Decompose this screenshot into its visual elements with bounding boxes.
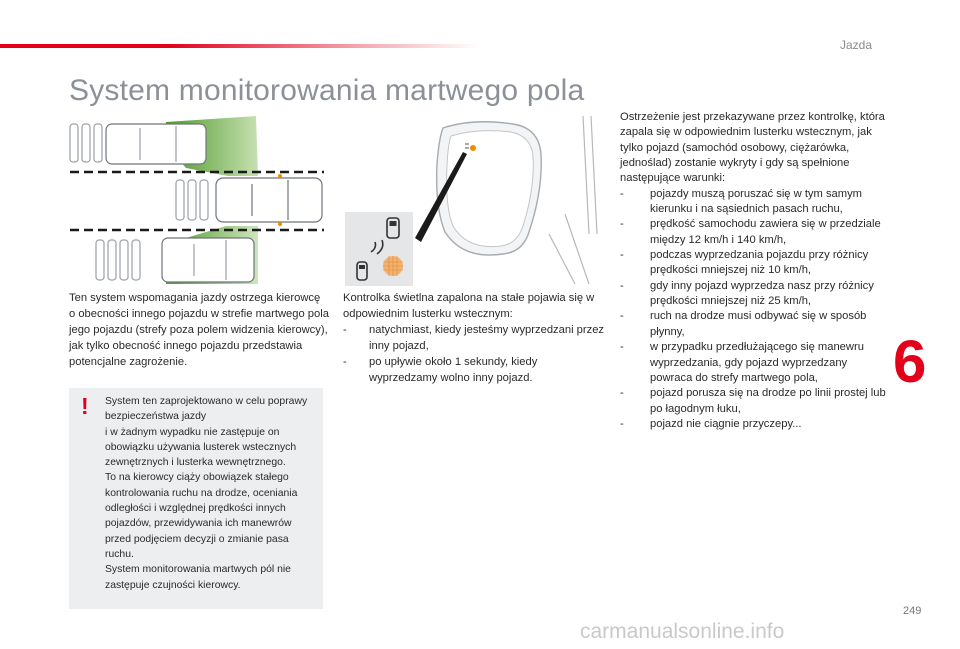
- car-bottom: [96, 238, 254, 282]
- car-own: [176, 174, 322, 226]
- chapter-number: 6: [893, 328, 927, 395]
- intro-paragraph: Ten system wspomagania jazdy ostrzega kierowcę o obecności innego pojazdu w strefie martwego pola jego pojazdu (strefy poza polem widzenia kierowcy), jak tylko obecność innego pojazdu przedstawia potencjalne zagrożenie.: [69, 292, 329, 368]
- watermark: carmanualsonline.info: [580, 620, 785, 643]
- conditions-intro: Ostrzeżenie jest przekazywane przez kontrolkę, która zapala się w odpowiednim lusterku wstecznym, jak tylko pojazd (samochód osobowy, ciężarówka, jednoślad) zostanie wykryty i gdy są spełnione następujące warunki:: [620, 111, 885, 185]
- list-item: - prędkość samochodu zawiera się w przedziale między 12 km/h i 140 km/h,: [620, 217, 888, 248]
- indicator-intro: Kontrolka świetlna zapalona na stałe pojawia się w odpowiednim lusterku wstecznym:: [343, 292, 595, 320]
- conditions-section: [620, 110, 888, 432]
- list-item: - pojazd porusza się na drodze po linii prostej lub po łagodnym łuku,: [620, 386, 888, 417]
- list-item: - pojazd nie ciągnie przyczepy...: [620, 417, 888, 432]
- indicator-icon-box: [345, 212, 413, 286]
- exclamation-icon: !: [81, 393, 89, 419]
- header-accent-bar: [0, 44, 480, 48]
- list-item: - po upływie około 1 sekundy, kiedy wyprzedzamy wolno inny pojazd.: [343, 354, 605, 386]
- page-number: 249: [903, 605, 922, 617]
- blind-spot-zones-illustration: [66, 114, 328, 290]
- section-label: Jazda: [839, 38, 872, 52]
- list-item: - w przypadku przedłużającego się manewru wyprzedzania, gdy pojazd wyprzedzany powraca do strefy martwego pola,: [620, 340, 888, 386]
- conditions-list: [620, 187, 888, 433]
- list-item: - podczas wyprzedzania pojazdu przy różnicy prędkości mniejszej niż 10 km/h,: [620, 248, 888, 279]
- indicator-section: [343, 290, 605, 386]
- list-item: - ruch na drodze musi odbywać się w sposób płynny,: [620, 309, 888, 340]
- mirror-indicator-illustration: [343, 114, 605, 290]
- warning-box: [69, 388, 323, 609]
- list-item: - pojazdy muszą poruszać się w tym samym kierunku i na sąsiednich pasach ruchu,: [620, 187, 888, 218]
- page-title: System monitorowania martwego pola: [69, 74, 585, 107]
- warning-text: System ten zaprojektowano w celu poprawy bezpieczeństwa jazdy i w żadnym wypadku nie zastępuje on obowiązku używania lusterek wstecznych zewnętrznych i lusterka wewnętrznego. To na kierowcy ciąży obowiązek stałego kontrolowania ruchu na drodze, oceniania odległości i względnej prędkości innych pojazdów, przewidywania ich manewrów przed podjęciem decyzji o zmianie pasa ruchu. System monitorowania martwych pól nie zastępuje czujności kierowcy.: [105, 396, 308, 591]
- list-item: - natychmiast, kiedy jesteśmy wyprzedzani przez inny pojazd,: [343, 322, 605, 354]
- list-item: - gdy inny pojazd wyprzedza nasz przy różnicy prędkości mniejszej niż 25 km/h,: [620, 279, 888, 310]
- car-top: [70, 124, 206, 164]
- indicator-list: [343, 322, 605, 386]
- mirror-glass: [447, 131, 534, 247]
